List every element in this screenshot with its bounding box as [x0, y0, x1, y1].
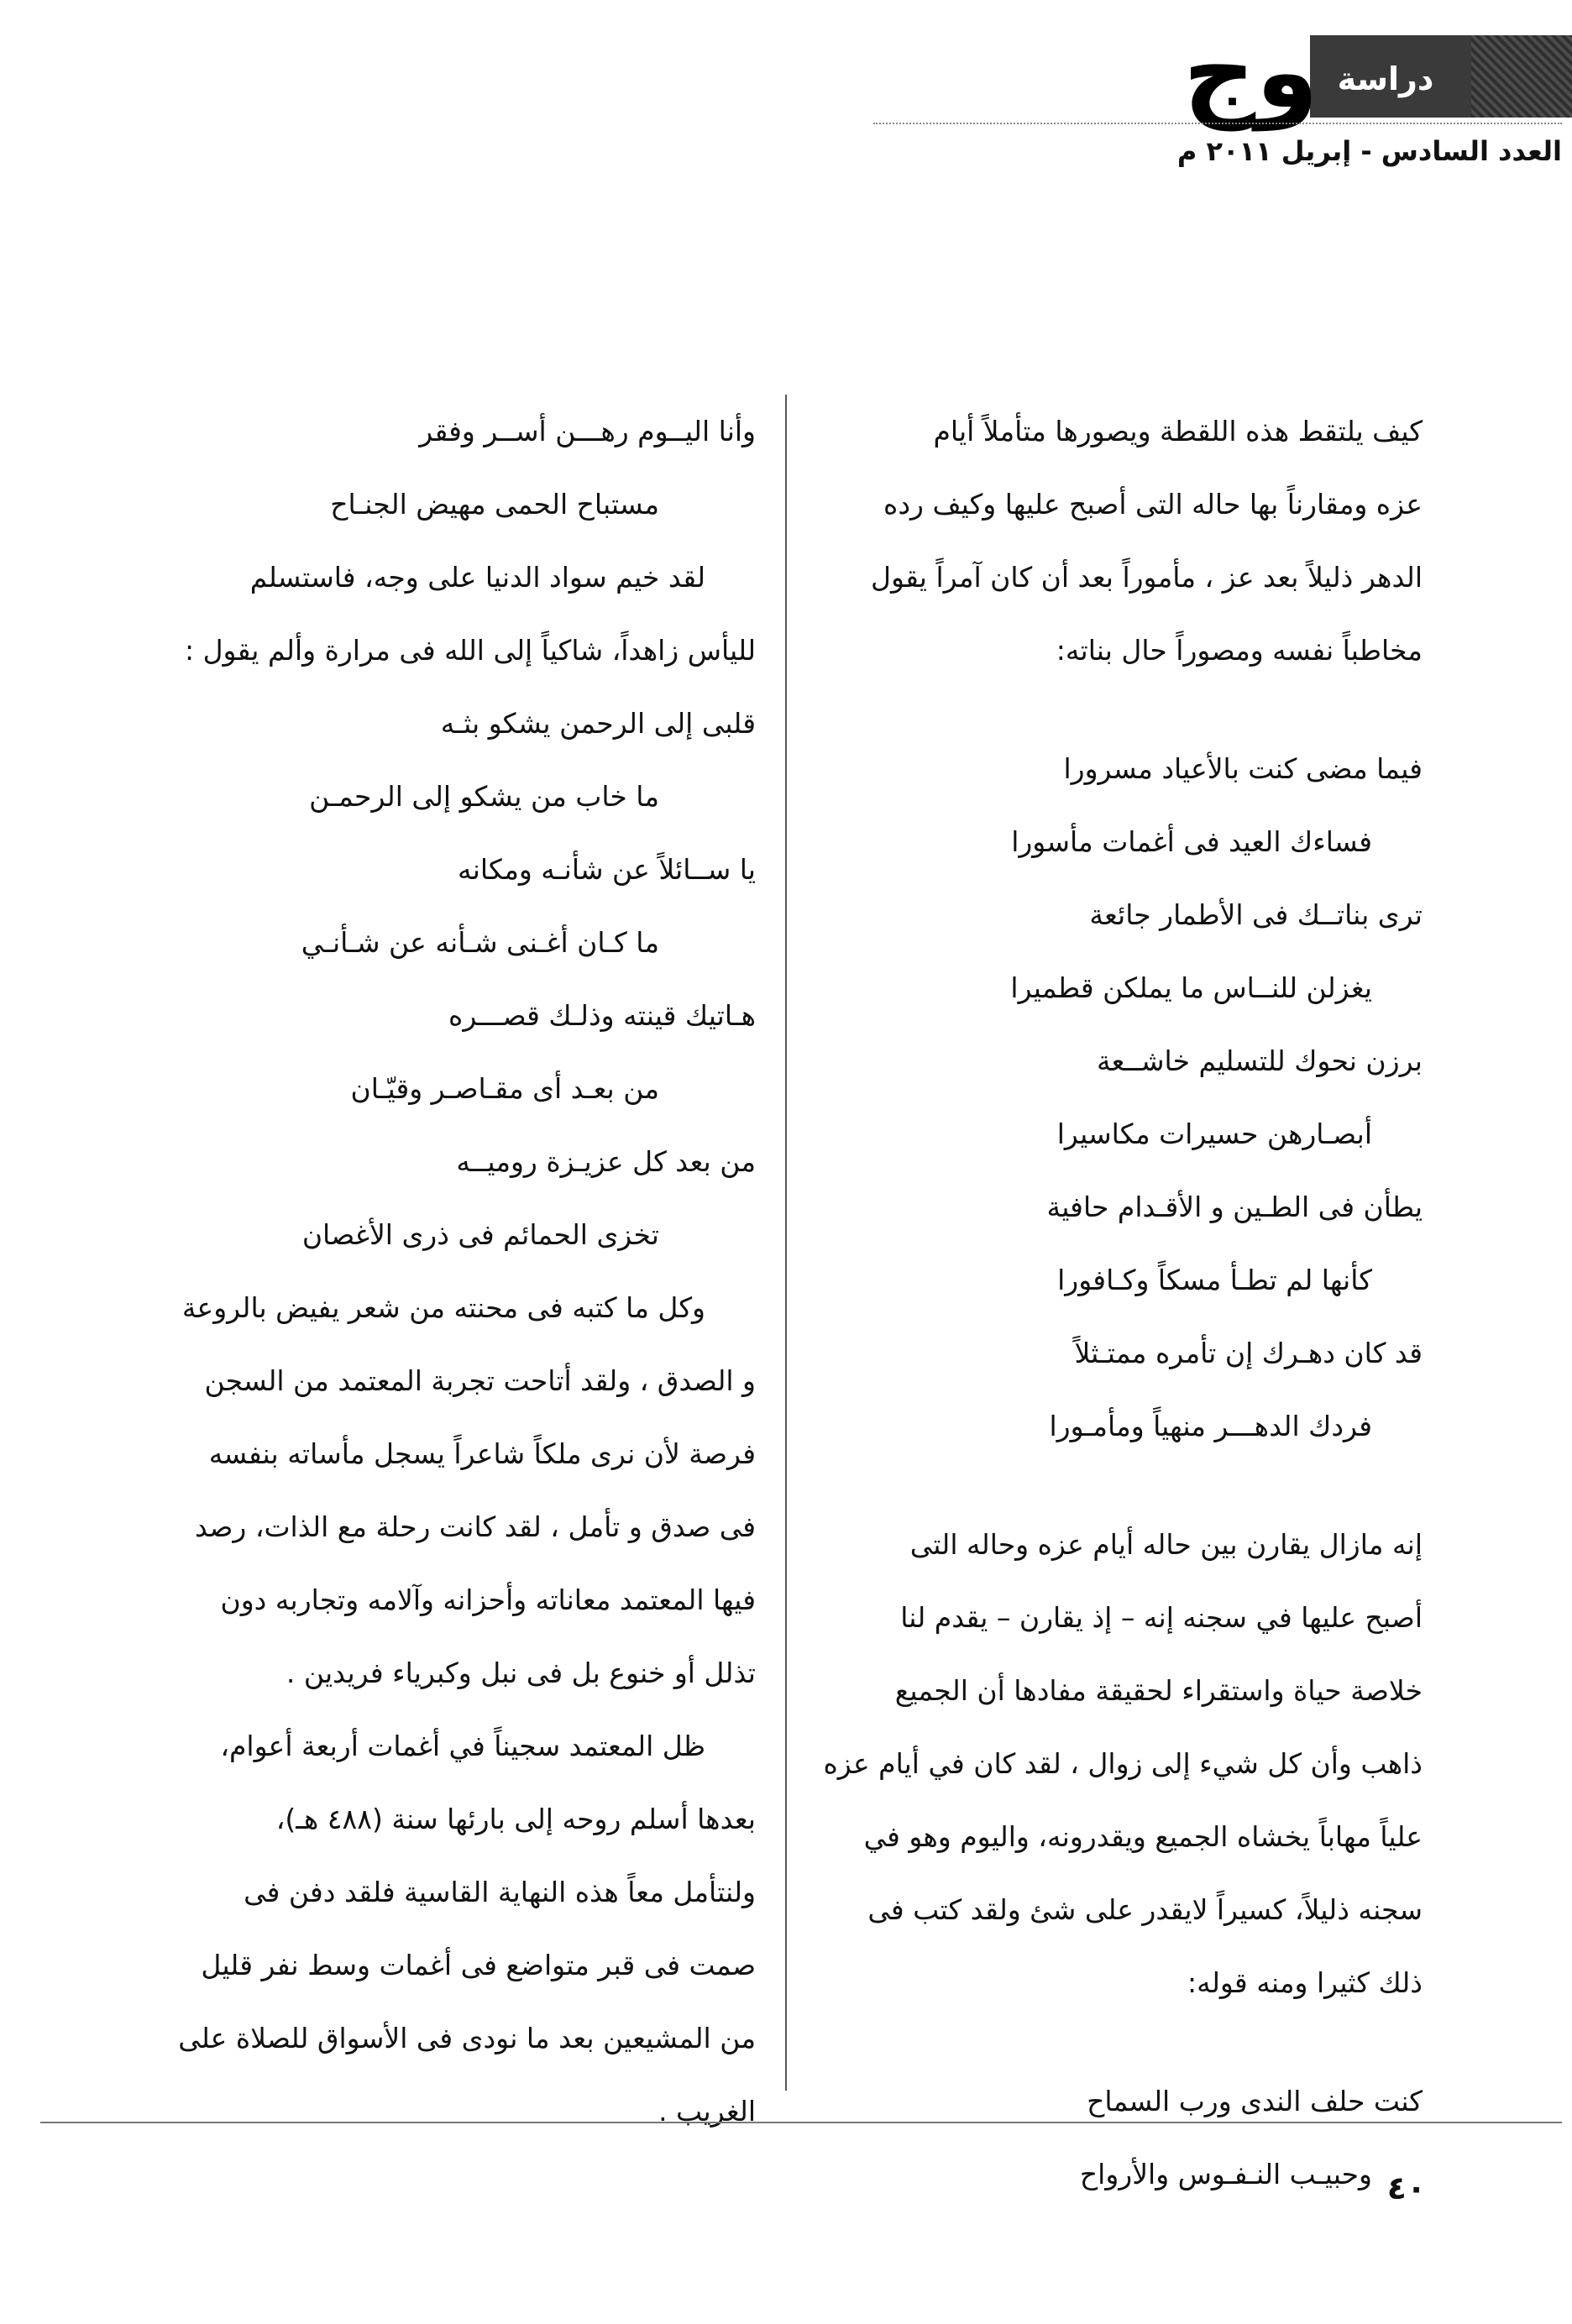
spacer — [815, 2019, 1423, 2065]
spacer — [815, 687, 1423, 732]
verse-line: وأنا اليــوم رهـــن أســر وفقر — [419, 415, 756, 448]
intro-paragraph — [815, 395, 1423, 687]
text-line: لليأس زاهداً، شاكياً إلى الله فى مرارة وألم يقول : — [184, 634, 756, 667]
verse-line: وحبيـب النـفـوس والأرواح — [1079, 2158, 1372, 2191]
header-rule — [873, 123, 1562, 124]
verse-line: أبصـارهن حسيرات مكاسيرا — [1056, 1118, 1372, 1150]
spacer — [815, 1463, 1423, 1508]
text-line: خلاصة حياة واستقراء لحقيقة مفادها أن الجميع — [894, 1674, 1423, 1707]
column-divider — [785, 395, 787, 2091]
verse-line: كأنها لم تطـأ مسكاً وكـافورا — [1057, 1264, 1372, 1296]
text-line: لقد خيم سواد الدنيا على وجه، فاستسلم — [249, 561, 705, 594]
verse-line: يا ســائلاً عن شأنـه ومكانه — [458, 853, 756, 886]
text-line: ذلك كثيرا ومنه قوله: — [1187, 1966, 1423, 1999]
verse-line: تخزى الحمائم فى ذرى الأغصان — [301, 1218, 659, 1251]
text-line: فرصة لأن نرى ملكاً شاعراً يسجل مأساته بنفسه — [208, 1437, 756, 1470]
verse-line: يغزلن للنــاس ما يملكن قطميرا — [1010, 971, 1372, 1004]
text-line: علياً مهاباً يخشاه الجميع ويقدرونه، واليوم وهو في — [863, 1820, 1423, 1853]
body-paragraph — [815, 1508, 1423, 2019]
text-line: ذاهب وأن كل شيء إلى زوال ، لقد كان في أيام عزه — [823, 1747, 1423, 1780]
text-line: الدهر ذليلاً بعد عز ، مأموراً بعد أن كان آمراً يقول — [871, 561, 1423, 594]
verse-line: فردك الدهـــر منهياً ومأمـورا — [1049, 1410, 1372, 1442]
text-line: وكل ما كتبه فى محنته من شعر يفيض بالروعة — [181, 1291, 705, 1324]
verse-line: فيما مضى كنت بالأعياد مسرورا — [1063, 752, 1423, 785]
body-paragraph — [139, 541, 756, 687]
poem-block — [139, 395, 756, 541]
body-paragraph — [139, 1271, 756, 1709]
magazine-logo: وج — [1182, 14, 1318, 131]
text-line: سجنه ذليلاً، كسيراً لايقدر على شئ ولقد كتب فى — [867, 1893, 1423, 1926]
verse-line: هـاتيك قينته وذلـك قصـــره — [448, 999, 756, 1032]
poem-block — [815, 732, 1423, 1463]
verse-line: ما خاب من يشكو إلى الرحمـن — [309, 780, 659, 813]
verse-line: برزن نحوك للتسليم خاشــعة — [1096, 1044, 1423, 1077]
text-line: إنه مازال يقارن بين حاله أيام عزه وحاله التى — [909, 1528, 1423, 1561]
right-column — [815, 395, 1423, 2211]
text-line: صمت فى قبر متواضع فى أغمات وسط نفر قليل — [201, 1949, 756, 1981]
body-paragraph — [139, 1709, 756, 2148]
text-line: الغريب . — [658, 2095, 756, 2128]
text-line: بعدها أسلم روحه إلى بارئها سنة (٤٨٨ هـ)، — [275, 1803, 756, 1835]
verse-line: فساءك العيد فى أغمات مأسورا — [1011, 825, 1372, 858]
text-line: أصبح عليها في سجنه إنه – إذ يقارن – يقدم لنا — [900, 1601, 1423, 1634]
text-line: فى صدق و تأمل ، لقد كانت رحلة مع الذات، رصد — [195, 1510, 756, 1543]
page-number: ٤٠ — [1386, 2170, 1427, 2206]
poem-block — [815, 2065, 1423, 2211]
text-line: و الصدق ، ولقد أتاحت تجربة المعتمد من السجن — [204, 1364, 756, 1397]
issue-info: العدد السادس - إبريل ٢٠١١ م — [1176, 135, 1562, 167]
text-line: فيها المعتمد معاناته وأحزانه وآلامه وتجاربه دون — [220, 1583, 756, 1616]
verse-line: مستباح الحمى مهيض الجنـاح — [330, 488, 659, 521]
section-label: دراسة — [1337, 60, 1434, 97]
text-line: من المشيعين بعد ما نودى فى الأسواق للصلاة على — [178, 2022, 756, 2054]
verse-line: يطأن فى الطـين و الأقـدام حافية — [1046, 1191, 1423, 1223]
footer-rule — [40, 2122, 1562, 2123]
text-line: كيف يلتقط هذه اللقطة ويصورها متأملاً أيام — [933, 415, 1423, 448]
text-line: عزه ومقارناً بها حاله التى أصبح عليها وكيف رده — [883, 488, 1423, 521]
text-line: ظل المعتمد سجيناً في أغمات أربعة أعوام، — [220, 1730, 705, 1762]
text-line: ولنتأمل معاً هذه النهاية القاسية فلقد دفن فى — [244, 1876, 756, 1908]
verse-line: قد كان دهـرك إن تأمره ممتـثلاً — [1074, 1337, 1423, 1369]
verse-line: كنت حلف الندى ورب السماح — [1087, 2085, 1423, 2117]
verse-line: ترى بناتــك فى الأطمار جائعة — [1089, 898, 1423, 931]
verse-line: ما كـان أغـنى شـأنه عن شـأنـي — [301, 926, 659, 959]
left-column — [139, 395, 756, 2148]
verse-line: من بعـد أى مقـاصـر وقيّـان — [350, 1072, 659, 1105]
text-line: تذلل أو خنوع بل فى نبل وكبرياء فريدين . — [286, 1657, 756, 1689]
verse-line: قلبى إلى الرحمن يشكو بثـه — [440, 707, 756, 740]
poem-block — [139, 687, 756, 1271]
text-line: مخاطباً نفسه ومصوراً حال بناته: — [1056, 634, 1423, 667]
verse-line: من بعد كل عزيـزة روميــه — [456, 1145, 756, 1178]
